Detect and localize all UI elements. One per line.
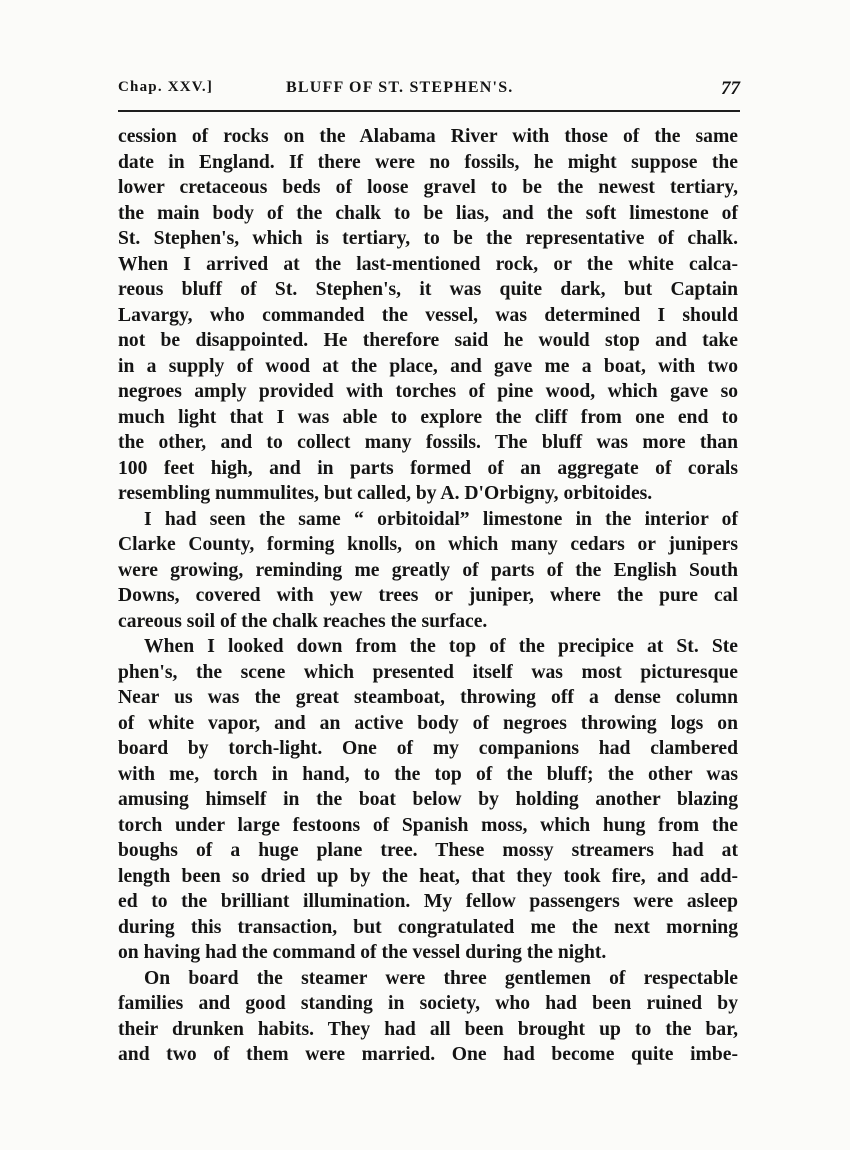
text-line: the other, and to collect many fossils. The bluff was more than: [118, 432, 738, 453]
text-line: resembling nummulites, but called, by A. D'Orbigny, orbitoides.: [118, 483, 653, 504]
text-line: board by torch-light. One of my companions had clambered: [118, 738, 738, 759]
text-line: the main body of the chalk to be lias, and the soft limestone of: [118, 202, 738, 224]
text-line: during this transaction, but congratulated me the next morning: [118, 916, 738, 938]
body-text: [118, 124, 738, 1068]
text-line: St. Stephen's, which is tertiary, to be the representative of chalk.: [118, 228, 738, 249]
text-line: reous bluff of St. Stephen's, it was quite dark, but Captain: [118, 279, 738, 300]
text-line: Downs, covered with yew trees or juniper, where the pure cal: [118, 585, 738, 606]
text-line: torch under large festoons of Spanish moss, which hung from the: [118, 814, 738, 836]
text-line: families and good standing in society, who had been ruined by: [118, 993, 738, 1014]
text-line: much light that I was able to explore the cliff from one end to: [118, 406, 738, 428]
text-line: on having had the command of the vessel during the night.: [118, 942, 607, 963]
running-head: [118, 79, 740, 107]
text-line: date in England. If there were no fossils, he might suppose the: [118, 151, 738, 173]
text-line: ed to the brilliant illumination. My fellow passengers were asleep: [118, 891, 738, 912]
text-line: were growing, reminding me greatly of parts of the English South: [118, 559, 738, 581]
text-line: Clarke County, forming knolls, on which many cedars or junipers: [118, 534, 738, 555]
text-line: length been so dried up by the heat, that they took fire, and add-: [118, 865, 738, 887]
text-line: not be disappointed. He therefore said he would stop and take: [118, 330, 738, 351]
text-line: of white vapor, and an active body of negroes throwing logs on: [118, 712, 738, 734]
text-line: negroes amply provided with torches of pine wood, which gave so: [118, 381, 738, 402]
text-line: When I arrived at the last-mentioned rock, or the white calca-: [118, 253, 738, 275]
text-line: cession of rocks on the Alabama River with those of the same: [118, 126, 738, 147]
text-line: amusing himself in the boat below by holding another blazing: [118, 789, 738, 810]
text-line: in a supply of wood at the place, and gave me a boat, with two: [118, 355, 738, 377]
text-line: their drunken habits. They had all been brought up to the bar,: [118, 1018, 738, 1040]
text-line: I had seen the same “ orbitoidal” limestone in the interior of: [144, 508, 738, 530]
chapter-label: Chap. XXV.]: [118, 79, 214, 95]
text-line: boughs of a huge plane tree. These mossy streamers had at: [118, 840, 738, 861]
text-line: On board the steamer were three gentlemen of respectable: [144, 967, 738, 989]
header-rule: [118, 110, 740, 112]
page-number: 77: [721, 78, 740, 99]
text-line: with me, torch in hand, to the top of the bluff; the other was: [118, 763, 738, 785]
text-line: phen's, the scene which presented itself was most picturesque: [118, 661, 738, 683]
text-line: careous soil of the chalk reaches the surface.: [118, 610, 488, 632]
text-line: and two of them were married. One had become quite imbe-: [118, 1044, 738, 1065]
text-line: lower cretaceous beds of loose gravel to be the newest tertiary,: [118, 177, 738, 198]
text-line: Lavargy, who commanded the vessel, was determined I should: [118, 304, 738, 326]
page-title: BLUFF OF ST. STEPHEN'S.: [286, 79, 514, 96]
text-line: 100 feet high, and in parts formed of an aggregate of corals: [118, 457, 738, 479]
text-line: Near us was the great steamboat, throwing off a dense column: [118, 687, 738, 708]
text-line: When I looked down from the top of the precipice at St. Ste: [144, 636, 738, 657]
